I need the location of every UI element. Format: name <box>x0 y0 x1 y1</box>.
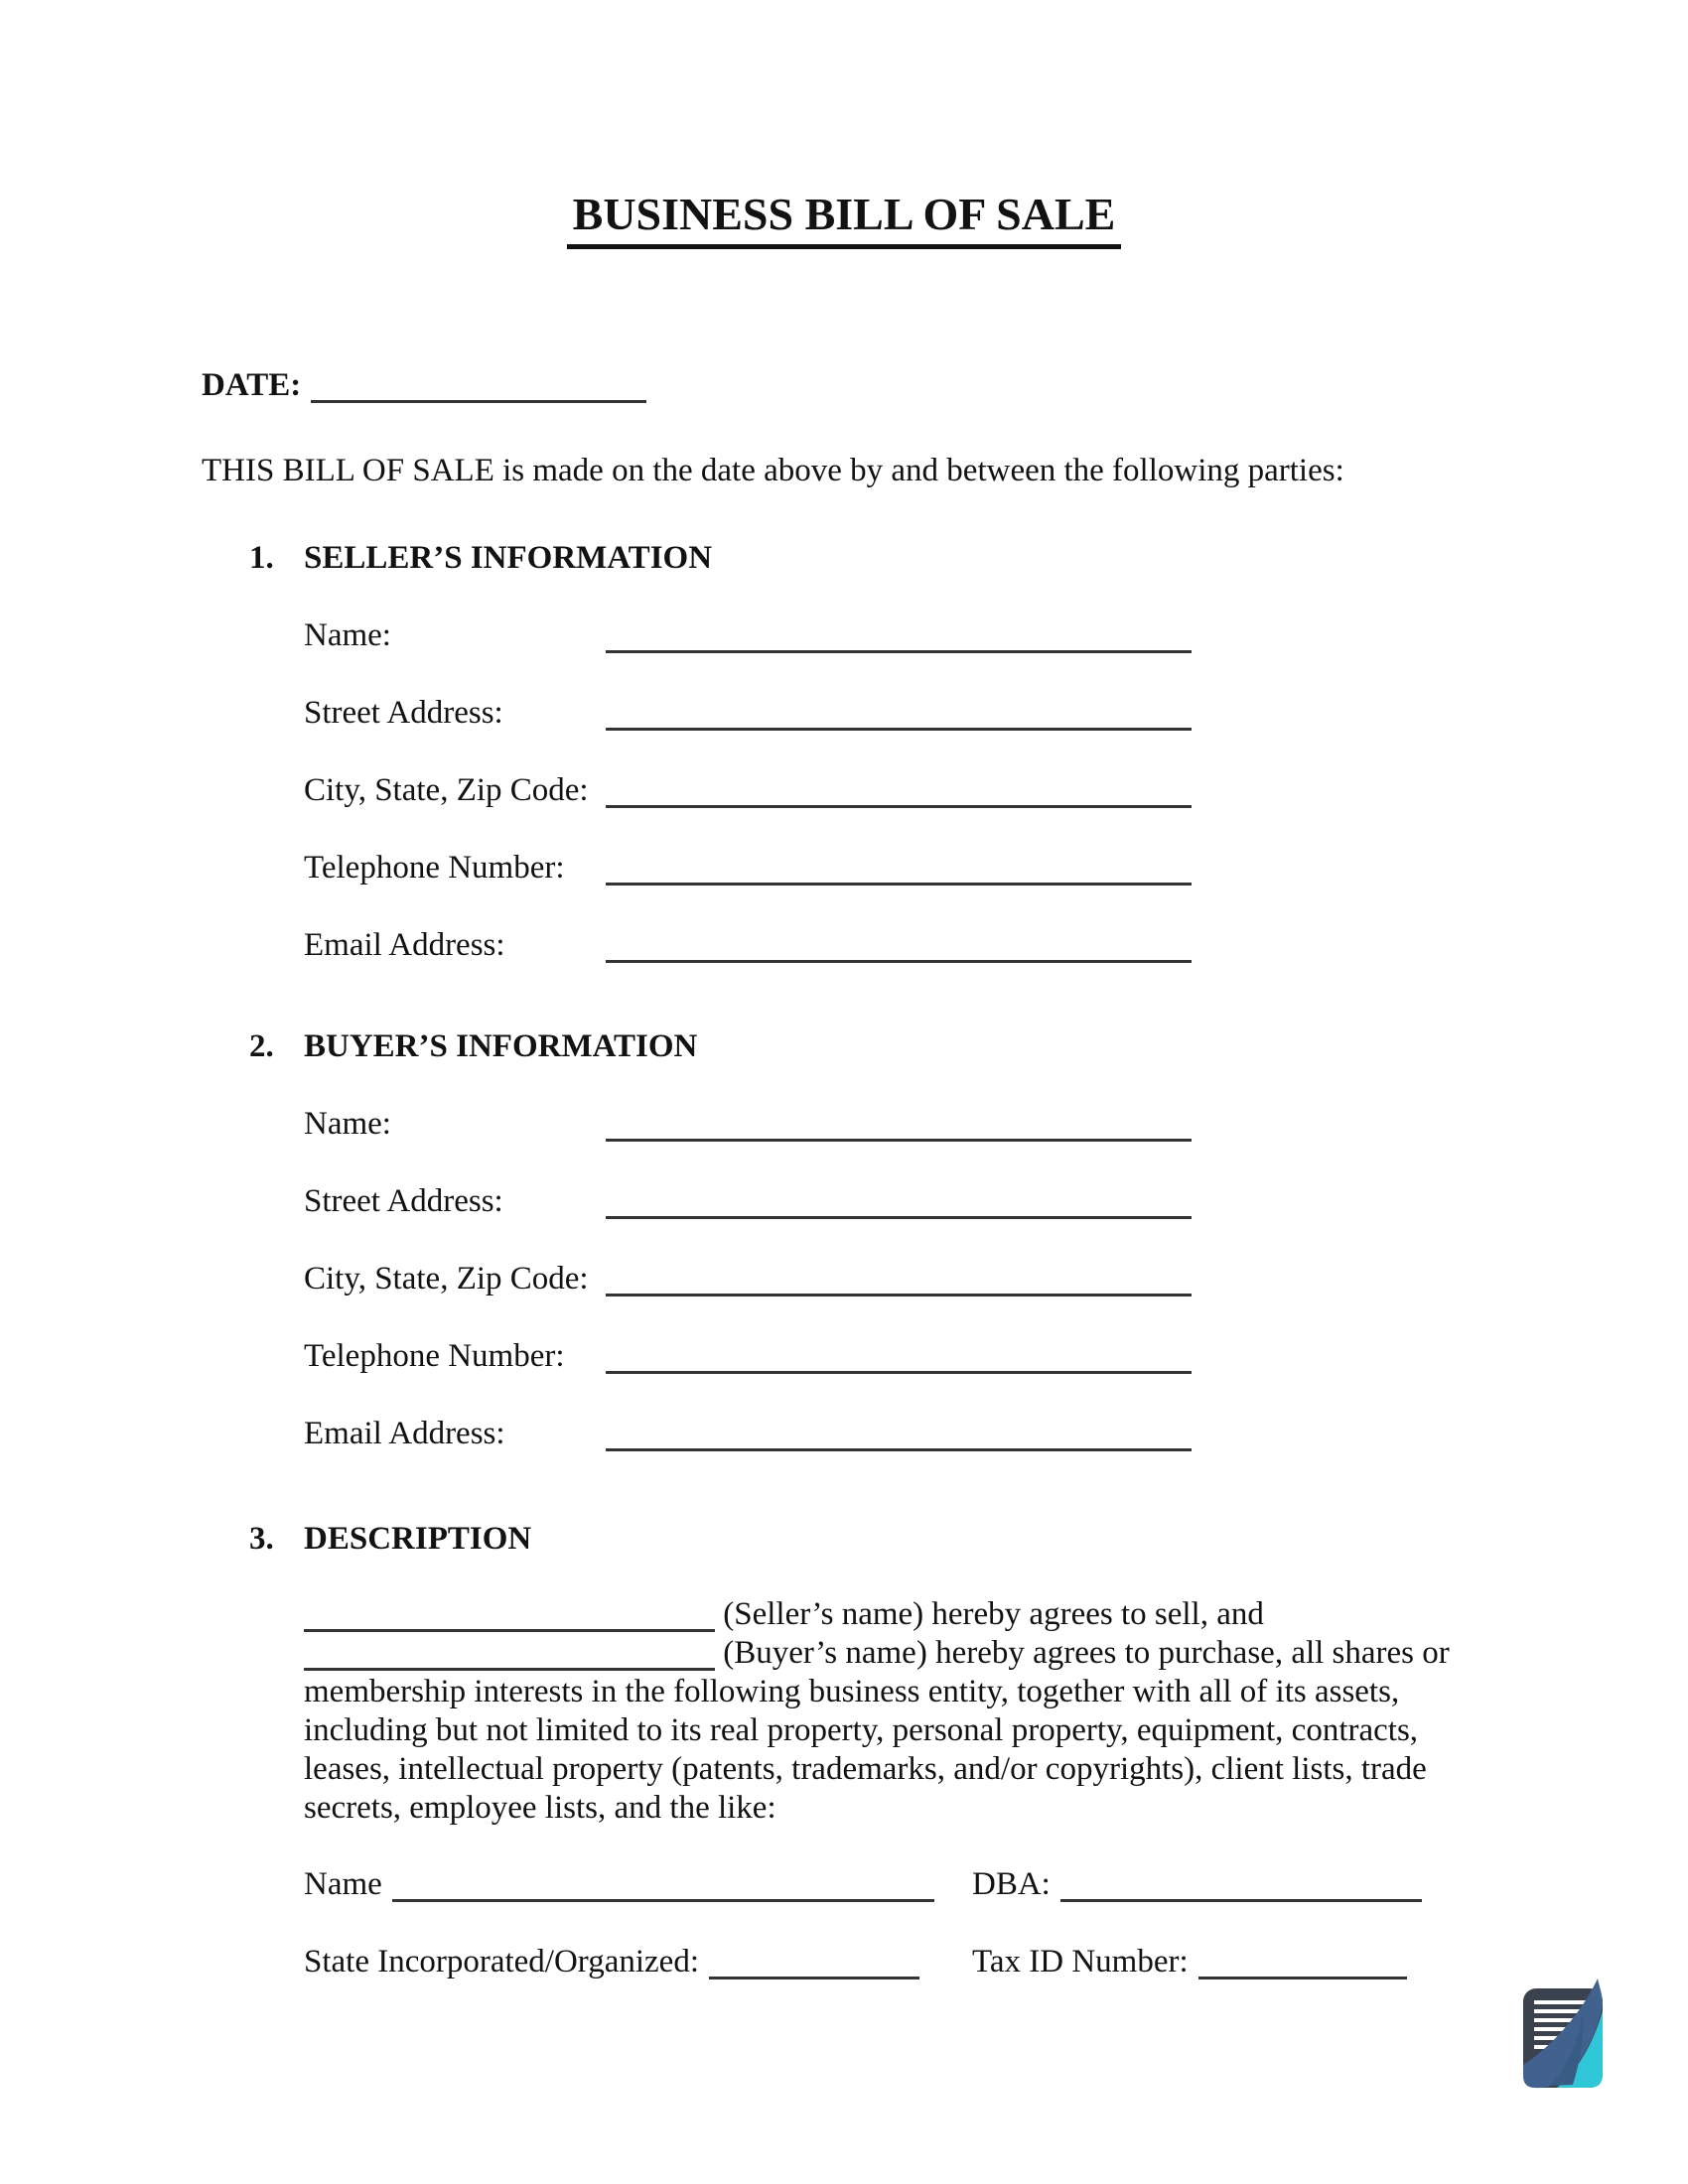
entity-tax-id-blank[interactable] <box>1198 1947 1407 1979</box>
description-buyer-name-blank[interactable] <box>304 1638 715 1671</box>
seller-section-title: SELLER’S INFORMATION <box>304 540 713 577</box>
entity-state-tax-row <box>304 1941 1489 1982</box>
seller-city-state-zip-blank[interactable] <box>606 775 1192 808</box>
description-section-title: DESCRIPTION <box>304 1521 532 1558</box>
entity-dba-label: DBA: <box>972 1866 1051 1903</box>
buyer-email-label: Email Address: <box>304 1416 505 1452</box>
buyer-city-state-zip-blank[interactable] <box>606 1264 1192 1297</box>
buyer-information-section <box>249 1025 1489 1454</box>
entity-state-incorporated-blank[interactable] <box>709 1947 919 1979</box>
buyer-telephone-label: Telephone Number: <box>304 1338 565 1375</box>
buyer-city-state-zip-label: City, State, Zip Code: <box>304 1261 589 1297</box>
buyer-street-address-label: Street Address: <box>304 1183 503 1220</box>
buyer-name-label: Name: <box>304 1106 391 1143</box>
description-buyer-text: (Buyer’s name) hereby agrees to purchase, all shares or membership interests in the following business entity, together with all of its assets, including but not limited to its real property, personal property, equipment, contracts, leases, intellectual property (patents, trademarks, and/or copyrights), client lists, trade secrets, employee lists, and the like: <box>304 1635 1450 1827</box>
seller-street-address-row <box>304 693 1489 734</box>
seller-street-address-label: Street Address: <box>304 695 503 732</box>
buyer-section-header <box>249 1025 1489 1067</box>
seller-email-row <box>304 925 1489 966</box>
seller-city-state-zip-row <box>304 770 1489 811</box>
description-section-number: 3. <box>249 1521 274 1558</box>
seller-name-row <box>304 615 1489 656</box>
entity-name-blank[interactable] <box>392 1869 934 1902</box>
buyer-street-address-row <box>304 1181 1489 1222</box>
description-seller-text: (Seller’s name) hereby agrees to sell, and <box>723 1596 1264 1633</box>
description-paragraph <box>304 1595 1493 1828</box>
document-page-swoosh-logo-icon <box>1521 1978 1613 2095</box>
entity-dba-blank[interactable] <box>1060 1869 1422 1902</box>
buyer-telephone-row <box>304 1336 1489 1377</box>
seller-telephone-label: Telephone Number: <box>304 850 565 887</box>
date-label: DATE: <box>202 367 302 404</box>
buyer-section-number: 2. <box>249 1028 274 1065</box>
description-section-header <box>249 1518 1489 1560</box>
buyer-email-row <box>304 1414 1489 1454</box>
seller-section-header <box>249 537 1489 579</box>
buyer-email-blank[interactable] <box>606 1419 1192 1451</box>
page-title: BUSINESS BILL OF SALE <box>567 191 1122 249</box>
buyer-name-blank[interactable] <box>606 1109 1192 1142</box>
entity-name-label: Name <box>304 1866 382 1903</box>
seller-telephone-row <box>304 848 1489 888</box>
seller-email-label: Email Address: <box>304 927 505 964</box>
description-section <box>249 1518 1489 1982</box>
seller-telephone-blank[interactable] <box>606 853 1192 886</box>
seller-street-address-blank[interactable] <box>606 698 1192 731</box>
seller-name-blank[interactable] <box>606 620 1192 653</box>
seller-city-state-zip-label: City, State, Zip Code: <box>304 772 589 809</box>
buyer-name-row <box>304 1104 1489 1145</box>
seller-name-label: Name: <box>304 617 391 654</box>
buyer-telephone-blank[interactable] <box>606 1341 1192 1374</box>
entity-name-dba-row <box>304 1863 1489 1905</box>
seller-information-section <box>249 537 1489 966</box>
date-blank[interactable] <box>311 370 646 403</box>
seller-email-blank[interactable] <box>606 930 1192 963</box>
seller-section-number: 1. <box>249 540 274 577</box>
buyer-section-title: BUYER’S INFORMATION <box>304 1028 698 1065</box>
entity-tax-id-label: Tax ID Number: <box>972 1944 1189 1980</box>
entity-state-incorporated-label: State Incorporated/Organized: <box>304 1944 699 1980</box>
description-seller-name-blank[interactable] <box>304 1599 715 1632</box>
buyer-city-state-zip-row <box>304 1259 1489 1299</box>
buyer-street-address-blank[interactable] <box>606 1186 1192 1219</box>
intro-text: THIS BILL OF SALE is made on the date above by and between the following parties: <box>202 453 1344 489</box>
date-row <box>202 364 1688 406</box>
